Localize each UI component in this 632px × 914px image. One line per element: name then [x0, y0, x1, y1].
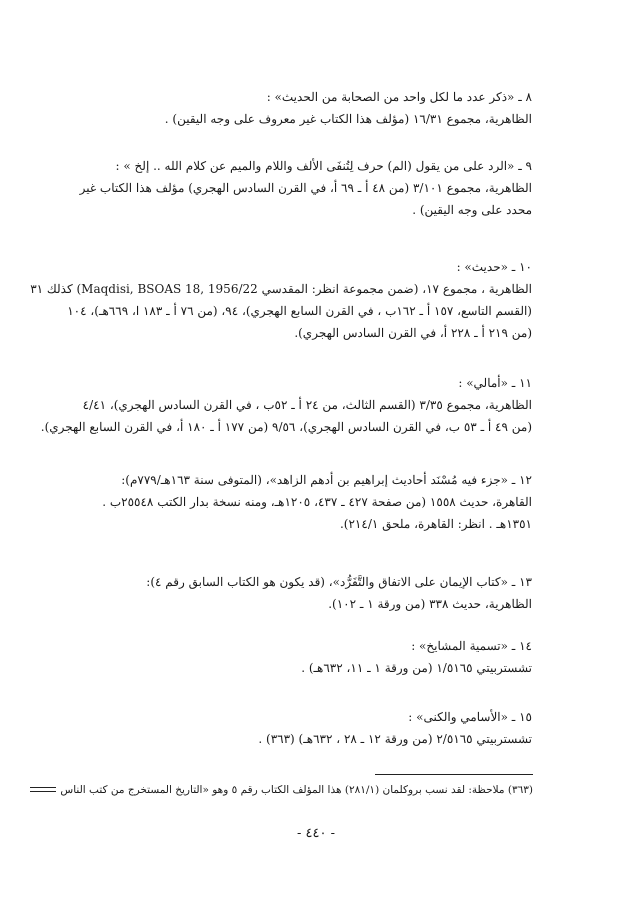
entry-title: ١٠ ـ «حديث» : [456, 260, 532, 274]
continuation-mark [30, 787, 56, 793]
entry-text: الظاهرية، مجموع ١٦/٣١ (مؤلف هذا الكتاب غير معروف على وجه اليقين) . [164, 112, 532, 126]
entry-title: ٩ ـ «الرد على من يقول (الم) حرف لِتُنفَى الألف واللام والميم عن كلام الله .. إلخ » : [115, 159, 532, 173]
entry-text: تشستربيتي ٢/٥١٦٥ (من ورقة ١٢ ـ ٢٨ ، ٦٣٢هـ) (٣٦٣) . [258, 732, 532, 746]
entry-title: ١٢ ـ «جزء فيه مُسْنَد أحاديث إبراهيم بن أدهم الزاهد»، (المتوفى سنة ١٦٣هـ/٧٧٩م): [121, 473, 532, 487]
entry-text: ١٣٥١هـ . انظر: القاهرة، ملحق ٢١٤/١). [339, 517, 532, 531]
footnote-separator [375, 774, 533, 775]
entry-text: (من ٤٩ أ ـ ٥٣ ب، في القرن السادس الهجري)، ٩/٥٦ (من ١٧٧ أ ـ ١٨٠ أ، في القرن السابع الهجري). [40, 420, 532, 434]
entry-10 [30, 256, 532, 344]
entry-11 [40, 372, 532, 438]
entry-text: الظاهرية ، مجموع ١٧، (ضمن مجموعة انظر: المقدسي Maqdisi, BSOAS 18, 1956/22) كذلك ٣١ [30, 282, 532, 296]
entry-title: ١٣ ـ «كتاب الإيمان على الاتفاق والتَّفَرُّد»، (قد يكون هو الكتاب السابق رقم ٤): [146, 575, 532, 589]
entry-text: محدد على وجه اليقين) . [412, 203, 532, 217]
entry-title: ٨ ـ «ذكر عدد ما لكل واحد من الصحابة من الحديث» : [266, 90, 532, 104]
entry-text: الظاهرية، مجموع ٣/١٠١ (من ٤٨ أ ـ ٦٩ أ، في القرن السادس الهجري) مؤلف هذا الكتاب غير [79, 181, 532, 195]
footnote: (٣٦٣) ملاحظة: لقد نسب بروكلمان (٢٨١/١) هذا المؤلف الكتاب رقم ٥ وهو «التاريخ المستخرج من كتب الناس [60, 784, 533, 796]
entry-text: (القسم التاسع، ١٥٧ أ ـ ١٦٢ب ، في القرن السابع الهجري)، ٩٤، (من ٧٦ أ ـ ١٨٣ ا، ٦٦٩هـ)، ١٠٤ [67, 304, 532, 318]
entry-title: ١٤ ـ «تسمية المشايخ» : [411, 639, 532, 653]
entry-text: (من ٢١٩ أ ـ ٢٢٨ أ، في القرن السادس الهجري). [294, 326, 532, 340]
entry-text: تشستربيتي ١/٥١٦٥ (من ورقة ١ ـ ١١، ٦٣٢هـ) . [301, 661, 532, 675]
entry-text: الظاهرية، حديث ٣٣٨ (من ورقة ١ ـ ١٠٢). [328, 597, 532, 611]
entry-text: القاهرة، حديث ١٥٥٨ (من صفحة ٤٢٧ ـ ٤٣٧، ١٢٠٥هـ، ومنه نسخة بدار الكتب ٢٥٥٤٨ب . [102, 495, 532, 509]
entry-title: ١١ ـ «أمالي» : [458, 376, 532, 390]
entry-8 [100, 86, 532, 130]
entry-text: الظاهرية، مجموع ٣/٣٥ (القسم الثالث، من ٢٤ أ ـ ٥٢ب ، في القرن السادس الهجري)، ٤/٤١ [82, 398, 532, 412]
page-number: - ٤٤٠ - [296, 826, 335, 841]
entry-13 [100, 571, 532, 615]
entry-12 [100, 469, 532, 535]
entry-title: ١٥ ـ «الأسامي والكنى» : [408, 710, 532, 724]
entry-9 [79, 155, 532, 221]
entry-14 [100, 635, 532, 679]
entry-15 [100, 706, 532, 750]
